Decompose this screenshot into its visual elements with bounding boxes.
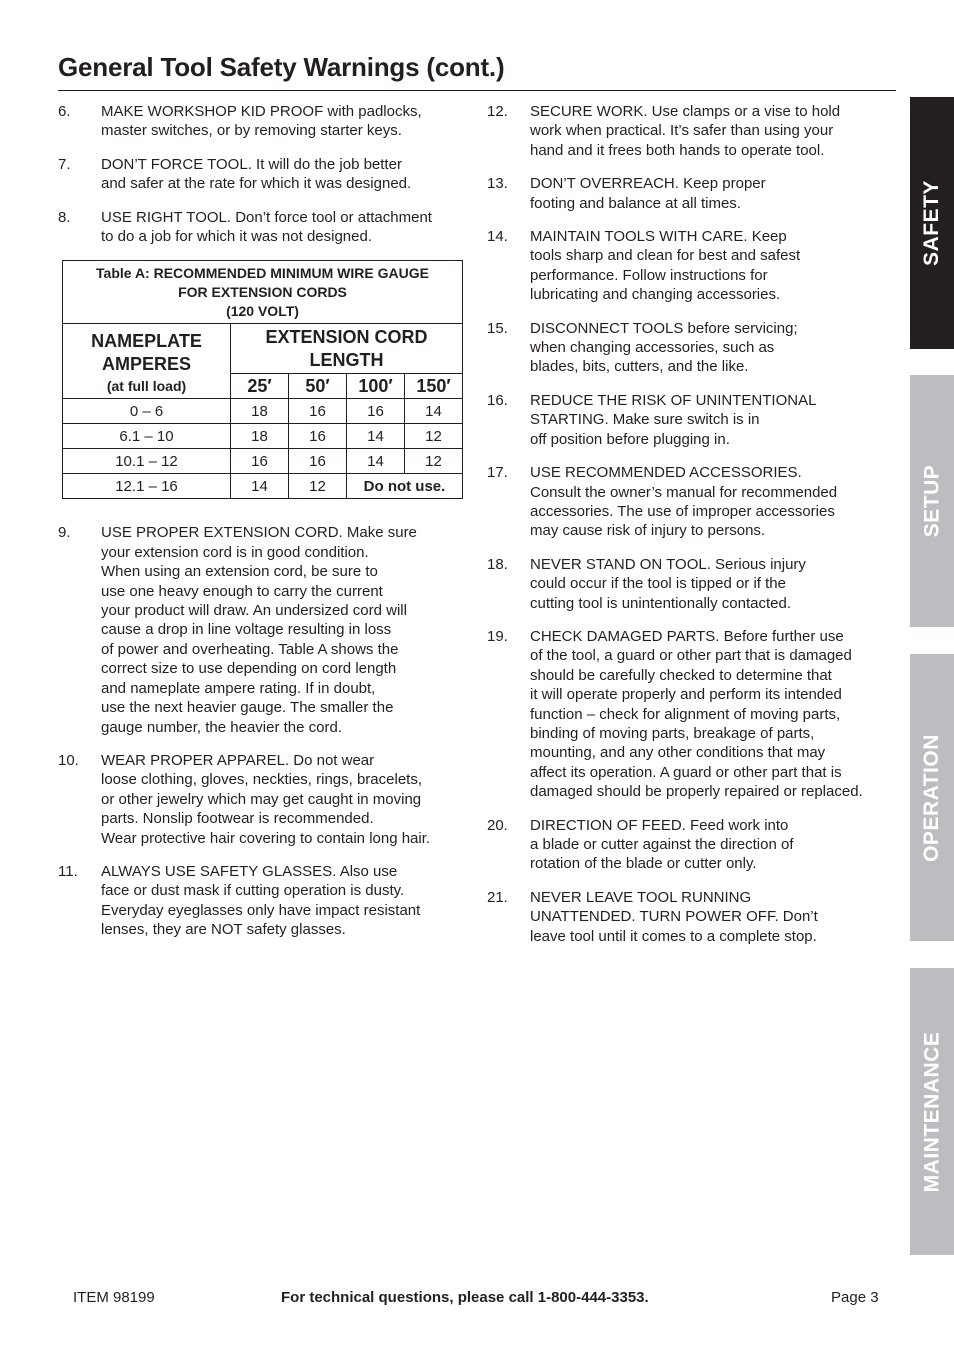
table-caption-line: FOR EXTENSION CORDS — [178, 284, 347, 301]
warning-text — [530, 319, 897, 377]
length-header: 150′ — [405, 374, 463, 399]
warning-text-line: it will operate properly and perform its intended — [530, 686, 842, 704]
warning-text-line: NEVER STAND ON TOOL. Serious injury — [530, 555, 806, 573]
warning-text — [530, 555, 897, 613]
tab-safety[interactable] — [910, 97, 954, 349]
warning-text-line: WEAR PROPER APPAREL. Do not wear — [101, 751, 375, 769]
gauge-cell: 12 — [405, 424, 463, 449]
warning-text — [101, 523, 463, 736]
warning-text-line: DIRECTION OF FEED. Feed work into — [530, 816, 789, 834]
warning-text-line: your product will draw. An undersized cord will — [101, 602, 407, 620]
do-not-use-cell: Do not use. — [347, 474, 463, 499]
amps-cell: 0 – 6 — [63, 399, 231, 424]
gauge-cell: 14 — [347, 449, 405, 474]
warning-item — [487, 227, 897, 305]
warning-number: 8. — [58, 208, 71, 226]
warning-text-line: USE RIGHT TOOL. Don’t force tool or attachment — [101, 208, 432, 226]
warning-text-line: affect its operation. A guard or other part that is — [530, 763, 842, 781]
warning-text-line: lubricating and changing accessories. — [530, 286, 781, 304]
warning-text-line: cause a drop in line voltage resulting in loss — [101, 621, 392, 639]
right-column — [487, 102, 897, 960]
warning-text-line: your extension cord is in good condition. — [101, 543, 369, 561]
warning-text — [101, 751, 463, 848]
table-a — [62, 260, 463, 499]
warning-text — [101, 208, 463, 247]
warning-text-line: MAKE WORKSHOP KID PROOF with padlocks, — [101, 103, 422, 120]
table-row — [63, 424, 463, 449]
warning-item — [58, 155, 463, 194]
warning-item — [487, 627, 897, 802]
amps-cell: 6.1 – 10 — [63, 424, 231, 449]
gauge-cell: 18 — [231, 399, 289, 424]
warning-number: 7. — [58, 155, 71, 173]
warning-text-line: hand and it frees both hands to operate tool. — [530, 141, 825, 159]
warning-text-line: of power and overheating. Table A shows the — [101, 640, 399, 658]
tab-setup[interactable] — [910, 375, 954, 627]
tab-maintenance-label: MAINTENANCE — [920, 1031, 944, 1192]
warning-text — [530, 627, 897, 802]
warning-text-line: footing and balance at all times. — [530, 194, 741, 212]
nameplate-header-line: AMPERES — [101, 354, 191, 375]
warning-text-line: of the tool, a guard or other part that is damaged — [530, 647, 852, 665]
table-row — [63, 449, 463, 474]
warning-text — [530, 102, 897, 160]
warning-text — [530, 391, 897, 449]
warning-item — [58, 751, 463, 848]
title-divider — [58, 90, 896, 91]
gauge-cell: 16 — [231, 449, 289, 474]
table-caption-line: (120 VOLT) — [226, 303, 299, 320]
warning-text — [101, 862, 463, 940]
warning-text-line: USE PROPER EXTENSION CORD. Make sure — [101, 524, 417, 542]
warning-item — [58, 862, 463, 940]
warning-item — [487, 319, 897, 377]
nameplate-header-line: NAMEPLATE — [91, 331, 202, 352]
warning-text — [101, 155, 463, 194]
warning-text-line: use the next heavier gauge. The smaller the — [101, 699, 394, 717]
extension-cord-header — [231, 324, 463, 374]
warning-number: 18. — [487, 555, 508, 573]
gauge-cell: 12 — [289, 474, 347, 499]
gauge-cell: 16 — [289, 449, 347, 474]
table-caption — [63, 261, 463, 324]
warning-item — [487, 816, 897, 874]
warning-text-line: accessories. The use of improper accessories — [530, 502, 835, 520]
footer-tech-support: For technical questions, please call 1-800-444-3353. — [281, 1289, 649, 1306]
warning-text-line: When using an extension cord, be sure to — [101, 563, 378, 581]
warning-text-line: function – check for alignment of moving parts, — [530, 705, 841, 723]
nameplate-header — [63, 324, 231, 399]
warning-item — [487, 102, 897, 160]
page-title: General Tool Safety Warnings (cont.) — [58, 52, 505, 82]
gauge-cell: 16 — [289, 424, 347, 449]
gauge-cell: 14 — [347, 424, 405, 449]
warning-number: 11. — [58, 862, 78, 880]
amps-cell: 10.1 – 12 — [63, 449, 231, 474]
warning-list-left-bottom — [58, 523, 463, 939]
gauge-cell: 16 — [347, 399, 405, 424]
warning-list-left-top — [58, 102, 463, 246]
warning-text-line: Consult the owner’s manual for recommended — [530, 483, 838, 501]
tab-maintenance[interactable] — [910, 968, 954, 1255]
warning-text-line: to do a job for which it was not designed. — [101, 228, 372, 246]
nameplate-subheader: (at full load) — [106, 378, 187, 395]
warning-text-line: parts. Nonslip footwear is recommended. — [101, 810, 374, 828]
extension-header-line: EXTENSION CORD — [265, 327, 428, 348]
warning-item — [487, 463, 897, 541]
warning-number: 21. — [487, 888, 508, 906]
warning-number: 9. — [58, 524, 71, 542]
warning-list-right — [487, 102, 897, 946]
warning-number: 12. — [487, 103, 508, 120]
warning-item — [58, 208, 463, 247]
warning-text-line: DISCONNECT TOOLS before servicing; — [530, 319, 798, 337]
gauge-cell: 14 — [231, 474, 289, 499]
warning-text-line: and safer at the rate for which it was designed. — [101, 175, 412, 193]
warning-text-line: USE RECOMMENDED ACCESSORIES. — [530, 464, 802, 482]
warning-text-line: blades, bits, cutters, and the like. — [530, 358, 749, 376]
warning-item — [58, 102, 463, 141]
warning-text-line: mounting, and any other conditions that may — [530, 744, 826, 762]
warning-number: 15. — [487, 319, 508, 337]
warning-text-line: UNATTENDED. TURN POWER OFF. Don’t — [530, 908, 818, 926]
length-header: 100′ — [347, 374, 405, 399]
footer-page-number: Page 3 — [831, 1289, 879, 1306]
warning-text-line: DON’T OVERREACH. Keep proper — [530, 175, 766, 193]
wire-gauge-table — [62, 260, 463, 499]
warning-text — [530, 463, 897, 541]
warning-text-line: and nameplate ampere rating. If in doubt, — [101, 679, 376, 697]
warning-text-line: loose clothing, gloves, neckties, rings, bracelets, — [101, 771, 422, 789]
gauge-cell: 18 — [231, 424, 289, 449]
warning-text-line: should be carefully checked to determine that — [530, 666, 832, 684]
warning-number: 10. — [58, 751, 79, 769]
tab-operation[interactable] — [910, 654, 954, 941]
warning-text-line: correct size to use depending on cord length — [101, 660, 397, 678]
gauge-cell: 14 — [405, 399, 463, 424]
warning-text-line: work when practical. It’s safer than using your — [530, 122, 834, 140]
length-header: 50′ — [289, 374, 347, 399]
warning-text-line: could occur if the tool is tipped or if the — [530, 575, 786, 593]
warning-number: 6. — [58, 103, 71, 120]
warning-text-line: may cause risk of injury to persons. — [530, 522, 766, 540]
warning-item — [487, 555, 897, 613]
warning-item — [487, 888, 897, 946]
warning-text-line: off position before plugging in. — [530, 430, 730, 448]
tab-setup-label: SETUP — [920, 464, 944, 538]
warning-text-line: when changing accessories, such as — [530, 339, 775, 357]
table-row — [63, 474, 463, 499]
warning-text — [530, 888, 897, 946]
warning-text-line: CHECK DAMAGED PARTS. Before further use — [530, 627, 844, 645]
warning-text-line: DON’T FORCE TOOL. It will do the job better — [101, 155, 402, 173]
warning-text-line: NEVER LEAVE TOOL RUNNING — [530, 888, 752, 906]
warning-text-line: or other jewelry which may get caught in moving — [101, 790, 422, 808]
warning-number: 20. — [487, 816, 508, 834]
warning-text-line: a blade or cutter against the direction of — [530, 836, 794, 853]
table-caption-line: Table A: RECOMMENDED MINIMUM WIRE GAUGE — [96, 265, 429, 282]
warning-number: 16. — [487, 391, 508, 409]
warning-text-line: Wear protective hair covering to contain long hair. — [101, 829, 431, 847]
length-header: 25′ — [231, 374, 289, 399]
warning-number: 14. — [487, 228, 508, 246]
warning-text-line: cutting tool is unintentionally contacted. — [530, 594, 791, 612]
warning-text-line: STARTING. Make sure switch is in — [530, 411, 760, 429]
warning-number: 19. — [487, 627, 508, 645]
table-row — [63, 399, 463, 424]
warning-number: 17. — [487, 464, 508, 482]
warning-text — [530, 174, 897, 213]
warning-text-line: gauge number, the heavier the cord. — [101, 718, 342, 736]
warning-text-line: ALWAYS USE SAFETY GLASSES. Also use — [101, 862, 398, 880]
warning-text — [530, 816, 897, 874]
warning-text-line: performance. Follow instructions for — [530, 266, 768, 284]
warning-text-line: binding of moving parts, breakage of parts, — [530, 724, 815, 742]
extension-header-line: LENGTH — [309, 350, 384, 371]
tab-operation-label: OPERATION — [920, 733, 944, 862]
warning-number: 13. — [487, 175, 508, 193]
warning-item — [487, 391, 897, 449]
warning-text-line: rotation of the blade or cutter only. — [530, 855, 757, 873]
warning-item — [58, 523, 463, 736]
warning-text-line: SECURE WORK. Use clamps or a vise to hold — [530, 103, 841, 120]
warning-text-line: damaged should be properly repaired or replaced. — [530, 783, 863, 801]
warning-text-line: master switches, or by removing starter keys. — [101, 122, 402, 140]
warning-text-line: leave tool until it comes to a complete stop. — [530, 927, 817, 945]
footer-item-number: ITEM 98199 — [73, 1289, 155, 1306]
warning-item — [487, 174, 897, 213]
left-column — [58, 102, 463, 954]
amps-cell: 12.1 – 16 — [63, 474, 231, 499]
warning-text-line: tools sharp and clean for best and safest — [530, 247, 801, 265]
gauge-cell: 16 — [289, 399, 347, 424]
warning-text-line: lenses, they are NOT safety glasses. — [101, 921, 346, 939]
warning-text-line: REDUCE THE RISK OF UNINTENTIONAL — [530, 391, 817, 409]
warning-text-line: Everyday eyeglasses only have impact resistant — [101, 901, 421, 919]
gauge-cell: 12 — [405, 449, 463, 474]
warning-text — [101, 102, 463, 141]
warning-text-line: use one heavy enough to carry the current — [101, 582, 383, 600]
warning-text-line: face or dust mask if cutting operation is dusty. — [101, 882, 405, 900]
warning-text — [530, 227, 897, 305]
tab-safety-label: SAFETY — [920, 180, 943, 266]
warning-text-line: MAINTAIN TOOLS WITH CARE. Keep — [530, 228, 787, 246]
